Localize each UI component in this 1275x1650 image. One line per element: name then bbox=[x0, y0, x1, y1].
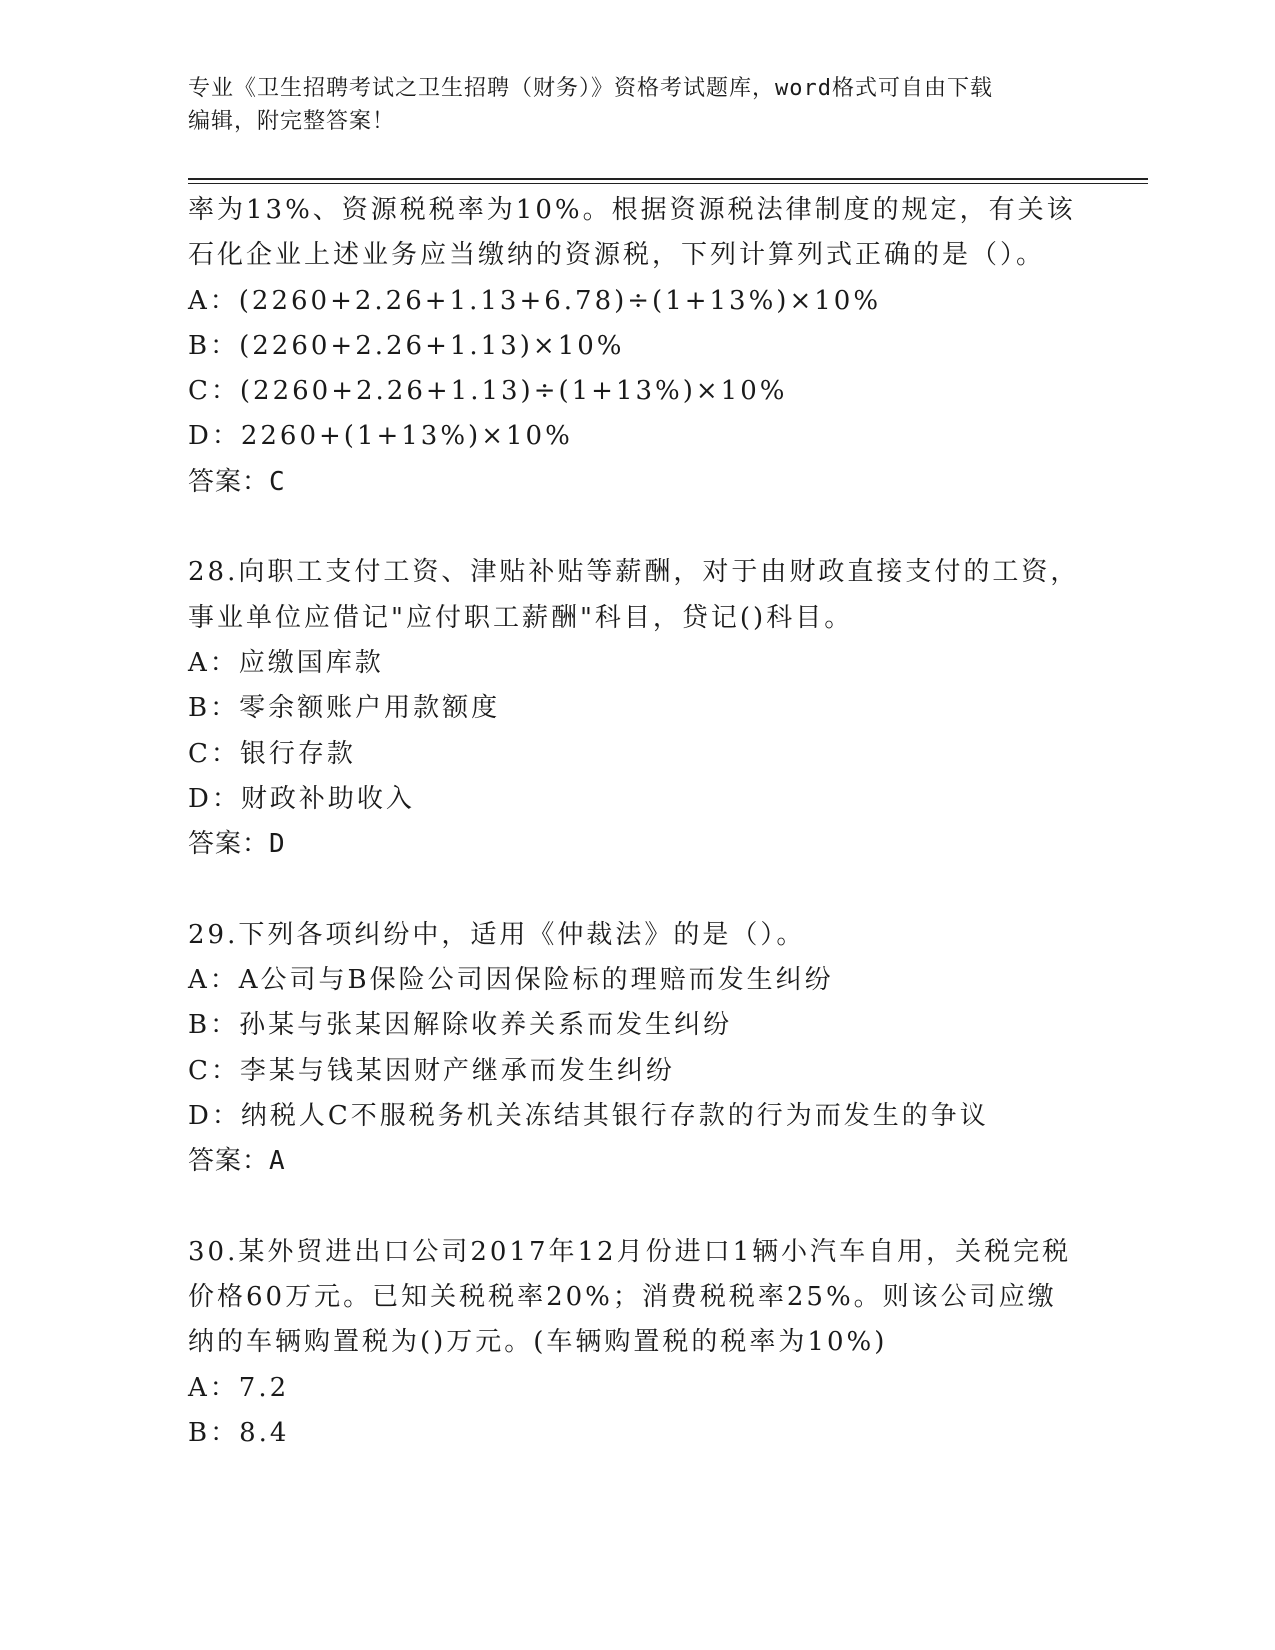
question-text-line: 石化企业上述业务应当缴纳的资源税，下列计算列式正确的是（）。 bbox=[188, 240, 1046, 271]
option-a: A：7.2 bbox=[188, 1372, 290, 1403]
answer-label: 答案：D bbox=[188, 829, 286, 860]
spacer bbox=[188, 1185, 1088, 1230]
question-29 bbox=[188, 913, 1088, 1185]
option-b: B：8.4 bbox=[188, 1418, 290, 1449]
spacer bbox=[188, 505, 1088, 550]
header-line-2: 编辑，附完整答案！ bbox=[188, 109, 396, 134]
question-text-line: 价格60万元。已知关税税率20%；消费税税率25%。则该公司应缴 bbox=[188, 1282, 1057, 1313]
question-text-line: 率为13%、资源税税率为10%。根据资源税法律制度的规定，有关该 bbox=[188, 195, 1076, 225]
option-b: B：零余额账户用款额度 bbox=[188, 693, 501, 724]
option-c: C：(2260+2.26+1.13)÷(1+13%)×10% bbox=[188, 376, 788, 407]
question-text-line: 30.某外贸进出口公司2017年12月份进口1辆小汽车自用，关税完税 bbox=[188, 1236, 1072, 1267]
option-c: C：李某与钱某因财产继承而发生纠纷 bbox=[188, 1055, 675, 1086]
option-a: A：(2260+2.26+1.13+6.78)÷(1+13%)×10% bbox=[188, 285, 882, 316]
header-line-1: 专业《卫生招聘考试之卫生招聘（财务）》资格考试题库，word格式可自由下载 bbox=[188, 76, 993, 101]
option-c: C：银行存款 bbox=[188, 738, 356, 769]
option-d: D：纳税人C不服税务机关冻结其银行存款的行为而发生的争议 bbox=[188, 1100, 989, 1131]
option-d: D：财政补助收入 bbox=[188, 783, 415, 814]
option-b: B：(2260+2.26+1.13)×10% bbox=[188, 330, 625, 361]
spacer bbox=[188, 867, 1088, 912]
answer-label: 答案：A bbox=[188, 1146, 286, 1177]
option-a: A：应缴国库款 bbox=[188, 647, 384, 678]
question-text-line: 事业单位应借记"应付职工薪酬"科目，贷记()科目。 bbox=[188, 602, 854, 633]
document-header bbox=[188, 72, 1088, 138]
header-divider-thin bbox=[188, 183, 1148, 184]
question-30 bbox=[188, 1230, 1088, 1456]
header-divider-thick bbox=[188, 178, 1148, 180]
question-27 bbox=[188, 188, 1088, 505]
question-text-line: 纳的车辆购置税为()万元。(车辆购置税的税率为10%) bbox=[188, 1327, 888, 1358]
option-b: B：孙某与张某因解除收养关系而发生纠纷 bbox=[188, 1010, 733, 1041]
question-list bbox=[188, 188, 1088, 1456]
option-a: A：A公司与B保险公司因保险标的理赔而发生纠纷 bbox=[188, 965, 834, 996]
question-28 bbox=[188, 550, 1088, 867]
question-text-line: 29.下列各项纠纷中，适用《仲裁法》的是（）。 bbox=[188, 919, 806, 950]
question-text-line: 28.向职工支付工资、津贴补贴等薪酬，对于由财政直接支付的工资， bbox=[188, 557, 1080, 588]
option-d: D：2260+(1+13%)×10% bbox=[188, 421, 573, 452]
answer-label: 答案：C bbox=[188, 466, 286, 497]
